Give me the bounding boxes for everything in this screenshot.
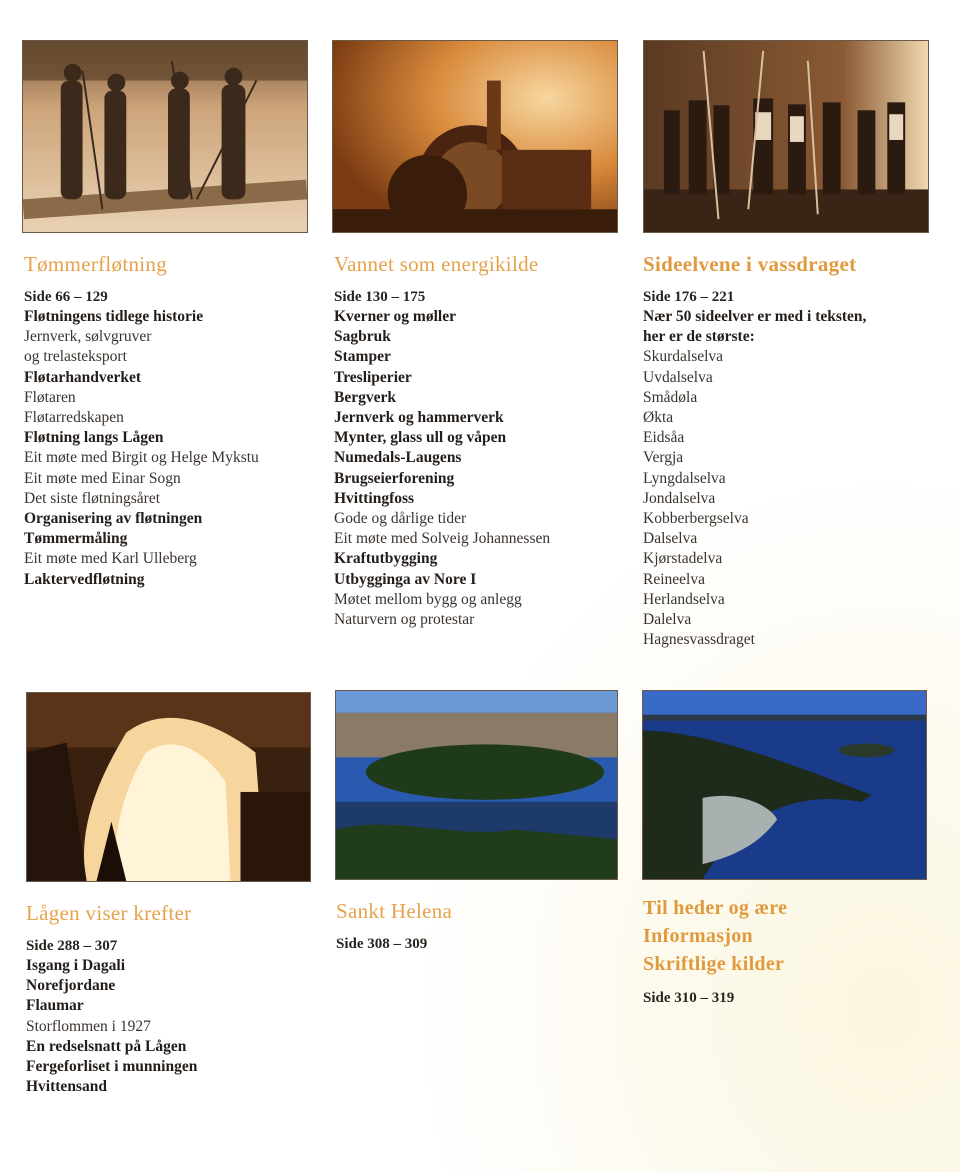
- list-item: Kraftutbygging: [334, 550, 438, 568]
- section-lagen-viser-krefter: [26, 900, 197, 1097]
- photo-turbine: [332, 40, 618, 233]
- list-item: Laktervedfløtning: [24, 570, 145, 588]
- photo-sankt-helena: [335, 690, 618, 880]
- list-item: Hvittensand: [26, 1078, 107, 1096]
- section-heading: [643, 894, 787, 978]
- list-item: Reineelva: [643, 570, 705, 588]
- list-item: Det siste fløtningsåret: [24, 489, 161, 507]
- list-item: Møtet mellom bygg og anlegg: [334, 590, 522, 608]
- item-list: [26, 956, 197, 1097]
- list-item: Hvittingfoss: [334, 489, 415, 507]
- list-item: Dalelva: [643, 611, 692, 629]
- photo-waterfall: [26, 692, 311, 882]
- list-item: Eit møte med Karl Ulleberg: [24, 550, 197, 568]
- section-heading: Sankt Helena: [336, 899, 453, 923]
- list-item: Kobberbergselva: [643, 510, 749, 528]
- section-heading: Sideelvene i vassdraget: [643, 252, 857, 276]
- list-item: Smådøla: [643, 388, 698, 406]
- list-item: Sagbruk: [334, 328, 391, 346]
- list-item: Tresliperier: [334, 368, 412, 386]
- list-item: Lyngdalselva: [643, 469, 726, 487]
- list-item: Vergja: [643, 449, 684, 467]
- list-item: Økta: [643, 409, 674, 427]
- section-til-heder-og-aere: [643, 894, 787, 1008]
- list-item: Eit møte med Birgit og Helge Mykstu: [24, 449, 259, 467]
- list-item: Isgang i Dagali: [26, 957, 126, 974]
- page-range: Side 288 – 307: [26, 938, 118, 954]
- list-item: og trelasteksport: [24, 348, 127, 366]
- list-item: Naturvern og protestar: [334, 611, 475, 629]
- list-item: Mynter, glass ull og våpen: [334, 429, 507, 447]
- list-item: Bergverk: [334, 388, 396, 406]
- heading-line: Til heder og ære: [643, 897, 788, 919]
- list-item: Fløtarhandverket: [24, 368, 142, 386]
- list-item: Brugseierforening: [334, 469, 455, 487]
- list-item: Jernverk, sølvgruver: [24, 328, 152, 346]
- list-item: Fløtarredskapen: [24, 409, 124, 427]
- list-item: Numedals-Laugens: [334, 449, 462, 467]
- list-item: En redselsnatt på Lågen: [26, 1037, 187, 1055]
- list-item: Eit møte med Solveig Johannessen: [334, 530, 551, 548]
- list-item: Storflommen i 1927: [26, 1017, 151, 1035]
- page-range: Side 130 – 175: [334, 289, 426, 305]
- list-item: Fergeforliset i munningen: [26, 1058, 198, 1076]
- section-sideelvene: [643, 251, 866, 650]
- list-item: Eit møte med Einar Sogn: [24, 469, 181, 487]
- heading-line: Informasjon: [643, 925, 753, 947]
- list-item: Flaumar: [26, 997, 84, 1015]
- list-item: Eidsåa: [643, 429, 685, 447]
- list-item: Fløtningens tidlege historie: [24, 308, 204, 325]
- photo-timber-floaters: [22, 40, 308, 233]
- list-item: Jondalselva: [643, 489, 716, 507]
- list-item: Kverner og møller: [334, 308, 456, 325]
- list-item: Hagnesvassdraget: [643, 631, 755, 649]
- photo-coast: [642, 690, 927, 880]
- item-list: [24, 307, 259, 590]
- list-item: Skurdalselva: [643, 348, 724, 366]
- list-item: Nær 50 sideelver er med i teksten,: [643, 308, 867, 325]
- page-range: Side 310 – 319: [643, 990, 735, 1006]
- list-item: Gode og dårlige tider: [334, 510, 467, 528]
- list-item: Tømmermåling: [24, 530, 128, 548]
- list-item: Herlandselva: [643, 590, 725, 608]
- item-list: [334, 307, 550, 630]
- section-heading: Tømmerfløtning: [24, 252, 168, 276]
- list-item: Kjørstadelva: [643, 550, 723, 568]
- list-item: Organisering av fløtningen: [24, 510, 203, 528]
- section-tommerflotning: [24, 251, 259, 590]
- list-item: Fløtaren: [24, 388, 76, 406]
- section-heading: Lågen viser krefter: [26, 901, 192, 925]
- page-range: Side 176 – 221: [643, 289, 735, 305]
- list-item: Fløtning langs Lågen: [24, 429, 164, 447]
- page-range: Side 308 – 309: [336, 936, 428, 952]
- list-item: her er de største:: [643, 328, 755, 346]
- section-heading: Vannet som energikilde: [334, 252, 539, 276]
- heading-line: Skriftlige kilder: [643, 953, 785, 975]
- list-item: Stamper: [334, 348, 391, 366]
- list-item: Norefjordane: [26, 977, 116, 995]
- list-item: Dalselva: [643, 530, 698, 548]
- page-range: Side 66 – 129: [24, 289, 108, 305]
- list-item: Jernverk og hammerverk: [334, 409, 504, 427]
- section-sankt-helena: [336, 898, 452, 954]
- list-item: Utbygginga av Nore I: [334, 570, 477, 588]
- section-vannet-som-energikilde: [334, 251, 550, 630]
- list-item: Uvdalselva: [643, 368, 713, 386]
- item-list: [643, 307, 866, 650]
- photo-workers: [643, 40, 929, 233]
